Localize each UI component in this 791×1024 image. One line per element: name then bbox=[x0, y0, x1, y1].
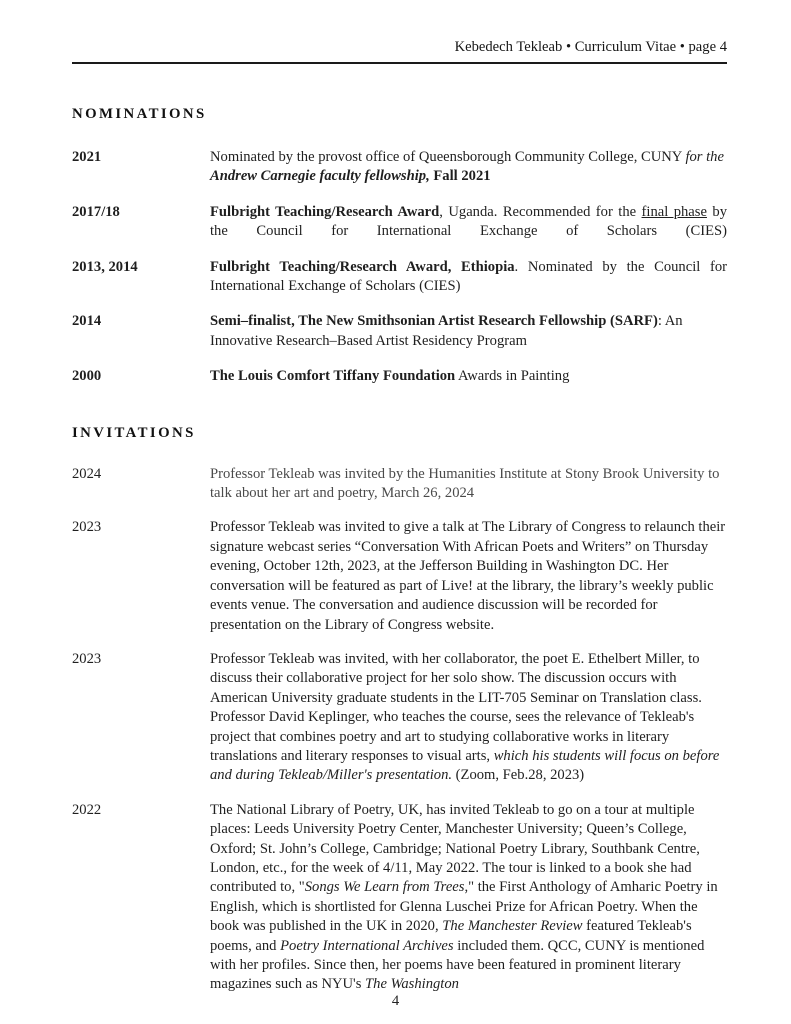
text-segment: Poetry International Archives bbox=[280, 937, 454, 954]
header-rule bbox=[72, 62, 727, 64]
nomination-entry-2014 bbox=[72, 312, 727, 351]
entry-text bbox=[210, 258, 727, 297]
text-segment: Fall 2021 bbox=[429, 168, 491, 185]
section-nominations bbox=[72, 106, 727, 387]
entry-text bbox=[210, 312, 727, 351]
text-segment: ," the First Anthology of Amharic Poetry in English, which is shortlisted for Glenna Luschei Prize for African Poetry. When the book was published in the UK in 2020, bbox=[210, 879, 718, 935]
text-segment: Nominated by the provost office of Queensborough Community College, CUNY bbox=[210, 149, 686, 165]
text-segment: Fulbright Teaching/Research Award, Ethiopia bbox=[210, 258, 515, 275]
text-segment: featured Tekleab's poems, and bbox=[210, 918, 692, 954]
entry-year: 2024 bbox=[72, 465, 102, 482]
entry-year: 2023 bbox=[72, 519, 102, 536]
entry-year: 2021 bbox=[72, 149, 102, 165]
nomination-entry-2021 bbox=[72, 148, 727, 187]
entry-year: 2014 bbox=[72, 313, 102, 330]
text-segment: Professor Tekleab was invited, with her collaborator, the poet E. Ethelbert Miller, to discuss their collaborative project for her solo show. The discussion occurs with American University graduate students in the LIT-705 Seminar on Translation class. Professor David Keplinger, who teaches the course, sees the relevance of Tekleab's project that combines poetry and art to studying collaborative works in literary translations and literary responses to visual arts, bbox=[210, 650, 702, 764]
page-footer bbox=[0, 993, 791, 1010]
page-number: 4 bbox=[391, 993, 400, 1009]
entry-year: 2017/18 bbox=[72, 203, 120, 220]
entry-year: 2013, 2014 bbox=[72, 258, 138, 275]
entry-year: 2022 bbox=[72, 801, 102, 818]
entry-text bbox=[210, 650, 727, 786]
text-segment: : An Innovative Research–Based Artist Residency Program bbox=[210, 313, 683, 349]
text-segment: for the bbox=[685, 149, 724, 165]
text-segment: (Zoom, Feb.28, 2023) bbox=[452, 767, 585, 784]
text-segment: which his students will focus on before and during Tekleab/Miller's presentation. bbox=[210, 747, 720, 784]
text-segment: Songs We Learn from Trees bbox=[304, 879, 465, 896]
header-title: Kebedech Tekleab • Curriculum Vitae • page 4 bbox=[454, 39, 727, 55]
invitations-heading: INVITATIONS bbox=[72, 424, 196, 441]
entry-text bbox=[210, 367, 727, 386]
text-segment: Semi–finalist, The New Smithsonian Artist Research Fellowship (SARF) bbox=[210, 313, 658, 330]
text-segment: , Uganda. Recommended for the bbox=[439, 203, 642, 220]
text-segment: Fulbright Teaching/Research Award bbox=[210, 203, 440, 220]
text-segment: The Louis Comfort Tiffany Foundation bbox=[210, 368, 456, 385]
text-segment: . Nominated by the Council for International Exchange of Scholars (CIES) bbox=[210, 258, 727, 295]
text-segment: Awards in Painting bbox=[455, 368, 570, 385]
text-segment: Professor Tekleab was invited by the Humanities Institute at Stony Brook University to talk about her art and poetry, March 26, 2024 bbox=[210, 465, 720, 502]
invitation-entry-2022 bbox=[72, 801, 727, 995]
nomination-entry-2013-2014 bbox=[72, 258, 727, 297]
entry-year: 2023 bbox=[72, 650, 102, 667]
page-header bbox=[72, 38, 727, 56]
text-segment: included them. QCC, CUNY is mentioned with her profiles. Since then, her poems have been featured in prominent literary magazines such as NYU's bbox=[210, 937, 705, 993]
entry-text bbox=[210, 203, 727, 242]
text-segment: by the Council for International Exchange of Scholars (CIES) bbox=[210, 203, 727, 240]
entry-text bbox=[210, 518, 727, 634]
invitation-entry-2023-library-of-congress bbox=[72, 518, 727, 634]
entry-text bbox=[210, 465, 727, 504]
text-segment: final phase bbox=[641, 203, 707, 220]
entry-text bbox=[210, 801, 727, 995]
text-segment: The Washington bbox=[365, 976, 459, 993]
entry-year: 2000 bbox=[72, 368, 102, 385]
text-segment: The Manchester Review bbox=[442, 918, 583, 935]
nomination-entry-2017-18 bbox=[72, 203, 727, 242]
nomination-entry-2000 bbox=[72, 367, 727, 386]
invitation-entry-2023-american-university bbox=[72, 650, 727, 786]
text-segment: The National Library of Poetry, UK, has invited Tekleab to go on a tour at multiple places: Leeds University Poetry Center, Manchester University; Queen’s College, Oxford; St. John’s College, Cambridge; National Poetry Library, Southbank Centre, London, etc., for the week of 4/11, May 2022. The tour is linked to a book she had contributed to, " bbox=[210, 801, 700, 896]
text-segment: Professor Tekleab was invited to give a talk at The Library of Congress to relaunch their signature webcast series “Conversation With African Poets and Writers” on Thursday evening, October 12th, 2023, at the Jefferson Building in Washington DC. Her conversation will be featured as part of Live! at the library, the library’s weekly public events venue. The conversation and audience discussion will be recorded for presentation on the Library of Congress website. bbox=[210, 519, 726, 633]
entry-text bbox=[210, 148, 727, 187]
text-segment: Andrew Carnegie faculty fellowship, bbox=[210, 168, 430, 185]
invitation-entry-2024 bbox=[72, 465, 727, 504]
section-invitations bbox=[72, 425, 727, 995]
nominations-heading: NOMINATIONS bbox=[72, 106, 207, 122]
